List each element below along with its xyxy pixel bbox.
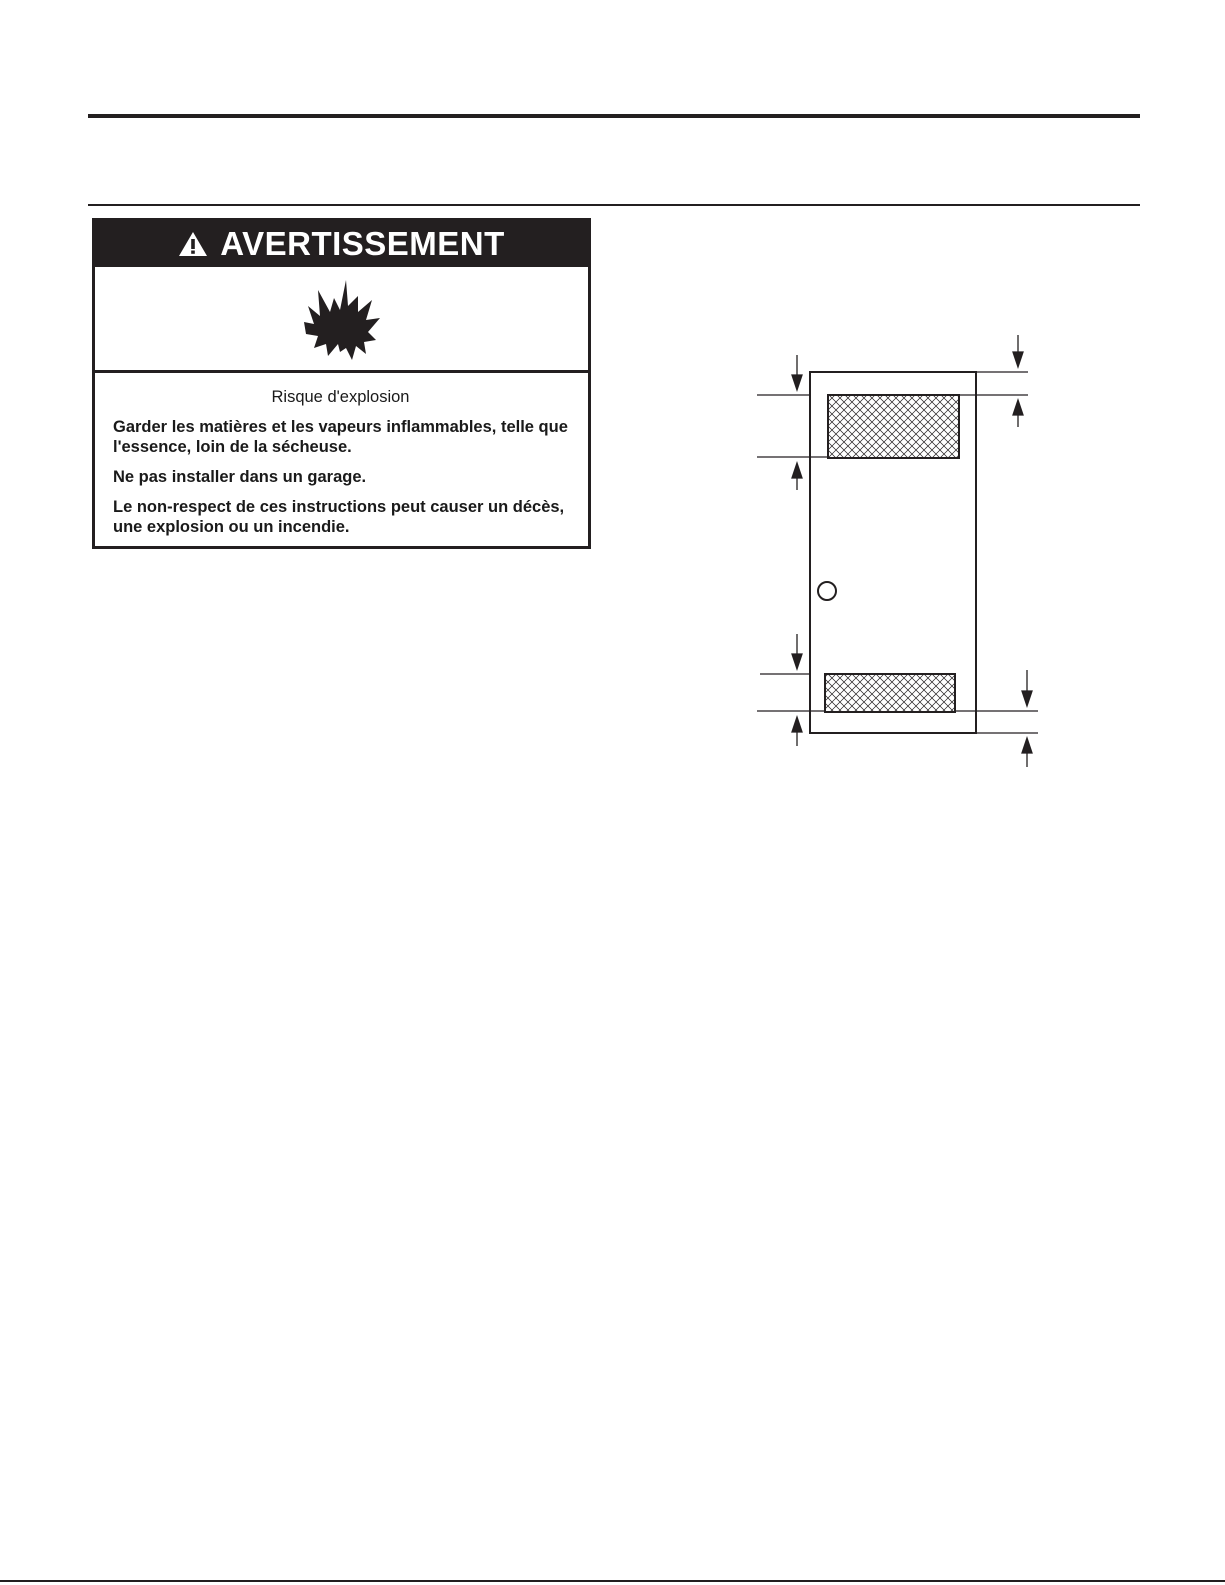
explosion-icon xyxy=(300,276,384,362)
warning-subtitle: Risque d'explosion xyxy=(271,388,410,406)
closet-door-vent-diagram xyxy=(740,330,1050,770)
warning-box xyxy=(92,218,591,549)
warning-header xyxy=(95,221,588,267)
top-vent xyxy=(828,395,959,458)
door-knob xyxy=(818,582,836,600)
hazard-symbol-area xyxy=(95,267,588,373)
warning-line: Ne pas installer dans un garage. xyxy=(113,468,367,486)
warning-line: Le non-respect de ces instructions peut causer un décès, une explosion ou un incendie. xyxy=(113,498,565,536)
warning-line: Garder les matières et les vapeurs inflammables, telle que l'essence, loin de la sécheuse. xyxy=(113,418,568,456)
section-rule xyxy=(88,204,1140,206)
bottom-vent xyxy=(825,674,955,712)
warning-triangle-icon xyxy=(178,231,208,257)
warning-text xyxy=(95,373,588,537)
warning-title: AVERTISSEMENT xyxy=(220,225,505,262)
bottom-rule xyxy=(0,1580,1225,1582)
top-rule xyxy=(88,114,1140,118)
